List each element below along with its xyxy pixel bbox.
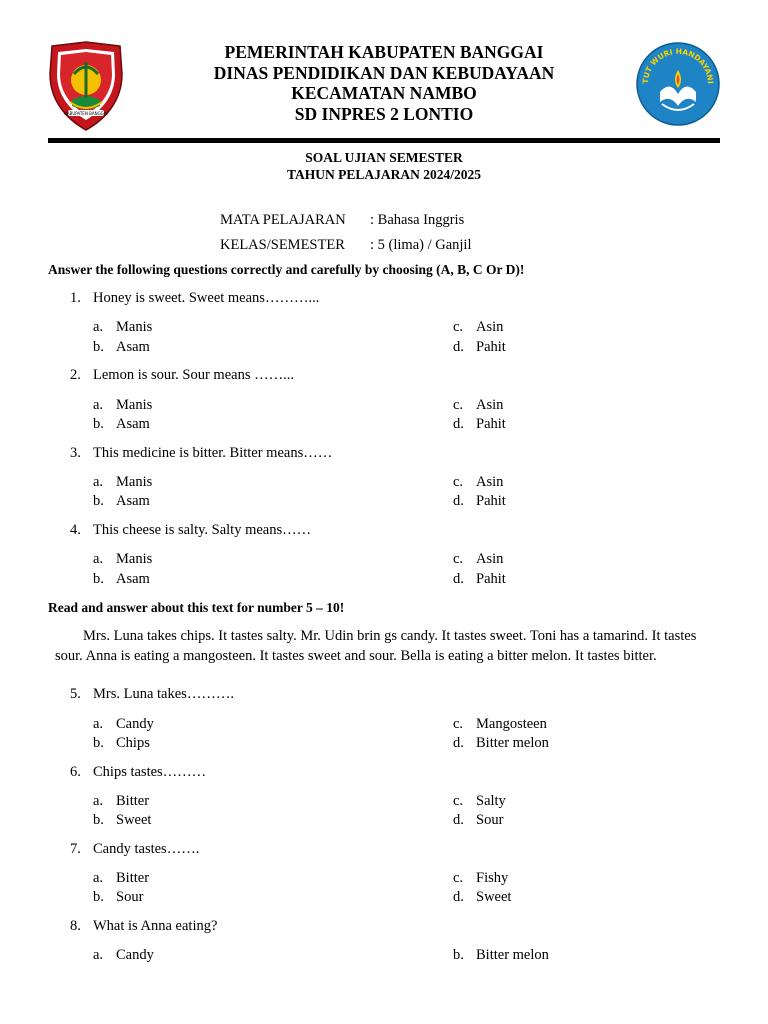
option-2a[interactable]: a. Manis: [93, 397, 153, 413]
question-8: [70, 918, 217, 935]
header-divider: [48, 138, 720, 143]
letterhead-line-1: PEMERINTAH KABUPATEN BANGGAI: [224, 42, 544, 62]
letterhead-line-3: KECAMATAN NAMBO: [291, 83, 477, 103]
tut-wuri-handayani-logo: [632, 40, 724, 128]
option-1d[interactable]: d. Pahit: [453, 339, 506, 355]
exam-title: [0, 149, 768, 183]
option-4a[interactable]: a. Manis: [93, 551, 153, 567]
option-5a[interactable]: a. Candy: [93, 716, 154, 732]
question-2: [70, 367, 294, 384]
option-2b[interactable]: b. Asam: [93, 416, 150, 432]
letterhead-line-4: SD INPRES 2 LONTIO: [294, 103, 474, 124]
option-3a[interactable]: a. Manis: [93, 474, 153, 490]
question-number: 7.: [70, 841, 81, 857]
question-text: Chips tastes………: [93, 764, 207, 780]
option-5c[interactable]: c. Mangosteen: [453, 716, 547, 732]
option-5b[interactable]: b. Chips: [93, 735, 150, 751]
meta-key: MATA PELAJARAN: [220, 212, 346, 228]
option-6b[interactable]: b. Sweet: [93, 812, 152, 828]
option-1a[interactable]: a. Manis: [93, 319, 153, 335]
option-4d[interactable]: d. Pahit: [453, 571, 506, 587]
svg-text:KABUPATEN BANGGAI: KABUPATEN BANGGAI: [64, 111, 108, 116]
svg-text:TUT WURI HANDAYANI: TUT WURI HANDAYANI: [640, 46, 716, 85]
exam-year-line: TAHUN PELAJARAN 2024/2025: [286, 167, 481, 182]
meta-row-subject: [220, 208, 471, 233]
option-6a[interactable]: a. Bitter: [93, 793, 150, 809]
meta-key: KELAS/SEMESTER: [220, 237, 345, 253]
option-3b[interactable]: b. Asam: [93, 493, 150, 509]
option-1b[interactable]: b. Asam: [93, 339, 150, 355]
question-number: 1.: [70, 290, 81, 306]
question-text: Lemon is sour. Sour means ……...: [93, 367, 294, 383]
question-7: [70, 841, 199, 858]
option-8b[interactable]: b. Bitter melon: [453, 947, 549, 963]
question-6: [70, 764, 206, 781]
instruction-part-1: Answer the following questions correctly and carefully by choosing (A, B, C Or D)!: [48, 262, 525, 277]
instruction-part-2: Read and answer about this text for number 5 – 10!: [48, 600, 345, 615]
letterhead-line-2: DINAS PENDIDIKAN DAN KEBUDAYAAN: [213, 62, 555, 83]
question-text: Mrs. Luna takes……….: [93, 686, 234, 702]
option-4c[interactable]: c. Asin: [453, 551, 504, 567]
question-number: 2.: [70, 367, 81, 383]
question-text: Candy tastes…….: [93, 841, 200, 857]
option-6c[interactable]: c. Salty: [453, 793, 506, 809]
question-text: What is Anna eating?: [93, 918, 218, 934]
option-5d[interactable]: d. Bitter melon: [453, 735, 549, 751]
question-number: 4.: [70, 522, 81, 538]
option-7b[interactable]: b. Sour: [93, 889, 144, 905]
banggai-regency-logo: [46, 40, 126, 132]
question-5: [70, 686, 234, 703]
question-text: Honey is sweet. Sweet means………...: [93, 290, 320, 306]
question-number: 6.: [70, 764, 81, 780]
question-1: [70, 290, 319, 307]
meta-row-class: [220, 233, 471, 258]
question-4: [70, 522, 311, 539]
option-1c[interactable]: c. Asin: [453, 319, 504, 335]
question-text: This cheese is salty. Salty means……: [93, 522, 312, 538]
option-2d[interactable]: d. Pahit: [453, 416, 506, 432]
option-7c[interactable]: c. Fishy: [453, 870, 509, 886]
exam-title-line: SOAL UJIAN SEMESTER: [305, 150, 463, 165]
reading-passage: Mrs. Luna takes chips. It tastes salty. Mr. Udin brin gs candy. It tastes sweet. Toni has a tamarind. It tastes sour. Anna is eating a mangosteen. It tastes sweet and sour. Bella is eating a bitter melon. It tastes bitter.: [55, 628, 697, 664]
question-text: This medicine is bitter. Bitter means……: [93, 445, 333, 461]
letterhead: [150, 42, 618, 124]
option-4b[interactable]: b. Asam: [93, 571, 150, 587]
option-8a[interactable]: a. Candy: [93, 947, 154, 963]
question-number: 5.: [70, 686, 81, 702]
meta-value: : 5 (lima) / Ganjil: [370, 237, 472, 253]
option-7a[interactable]: a. Bitter: [93, 870, 150, 886]
question-number: 3.: [70, 445, 81, 461]
question-number: 8.: [70, 918, 81, 934]
exam-meta: [220, 208, 471, 258]
option-3d[interactable]: d. Pahit: [453, 493, 506, 509]
option-2c[interactable]: c. Asin: [453, 397, 504, 413]
question-3: [70, 445, 332, 462]
meta-value: : Bahasa Inggris: [370, 212, 465, 228]
option-6d[interactable]: d. Sour: [453, 812, 504, 828]
option-7d[interactable]: d. Sweet: [453, 889, 512, 905]
option-3c[interactable]: c. Asin: [453, 474, 504, 490]
